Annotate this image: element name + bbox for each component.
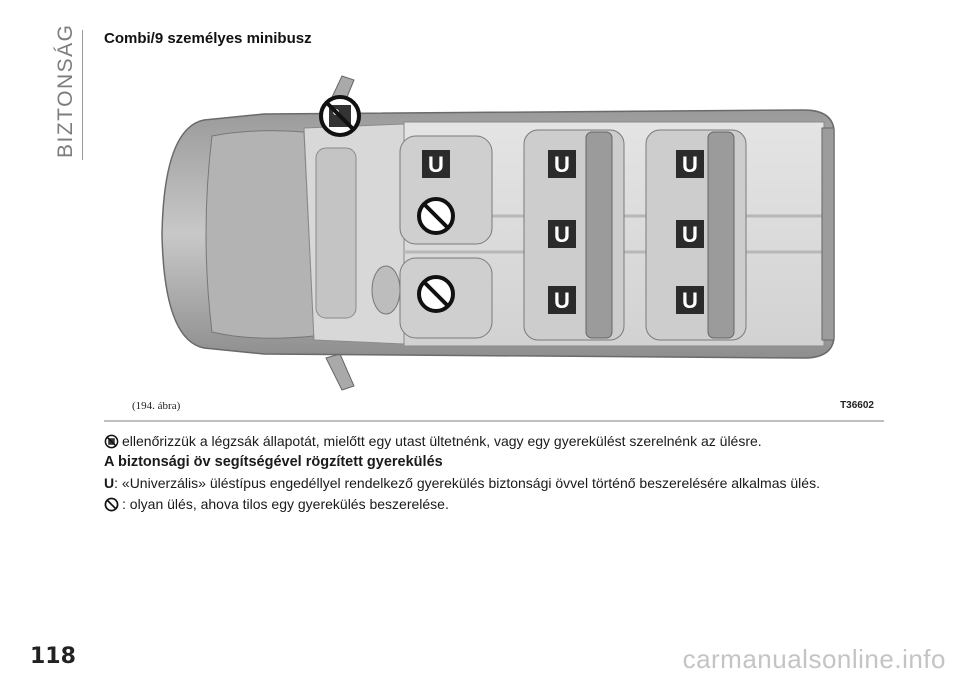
- section-heading: A biztonsági öv segítségével rögzített gyerekülés: [104, 454, 443, 470]
- seat-badge-label: U: [682, 288, 698, 313]
- seat-badge-label: U: [554, 288, 570, 313]
- legend-u-text: : «Univerzális» üléstípus engedéllyel rendelkező gyerekülés biztonsági övvel történő beszerelésére alkalmas ülés.: [114, 475, 820, 491]
- legend-forbidden: [104, 496, 449, 515]
- forbidden-seat-icon: [419, 199, 453, 233]
- airbag-warning-icon: [104, 434, 119, 452]
- seat-badge-label: U: [554, 152, 570, 177]
- watermark-text: carmanualsonline.info: [682, 644, 946, 674]
- windscreen: [206, 131, 314, 339]
- legend-u-symbol: U: [104, 475, 115, 491]
- section-side-tab: [52, 23, 83, 160]
- seat-badge-label: U: [428, 152, 444, 177]
- airbag-warning-icon: [321, 97, 359, 135]
- seating-diagram-figure: [104, 58, 884, 422]
- airbag-note: [104, 433, 762, 452]
- airbag-note-text: ellenőrizzük a légzsák állapotát, mielőtt egy utast ültetnénk, vagy egy gyerekülést szerelnénk az ülésre.: [122, 433, 762, 449]
- seat-badge-label: U: [682, 152, 698, 177]
- universal-seat-badge: [422, 150, 450, 178]
- universal-seat-badge: [548, 286, 576, 314]
- universal-seat-badge: [676, 220, 704, 248]
- figure-code: T36602: [840, 400, 874, 411]
- forbidden-icon: [104, 497, 119, 515]
- universal-seat-badge: [548, 220, 576, 248]
- seat-badge-label: U: [554, 222, 570, 247]
- forbidden-seat-icon: [419, 277, 453, 311]
- page-number: 118: [30, 644, 76, 669]
- page-title: Combi/9 személyes minibusz: [104, 30, 312, 47]
- right-mirror: [326, 354, 354, 390]
- universal-seat-badge: [548, 150, 576, 178]
- universal-seat-badge: [676, 286, 704, 314]
- seat-badge-label: U: [682, 222, 698, 247]
- minibus-top-view: [104, 58, 884, 398]
- section-side-tab-label: BIZTONSÁG: [54, 23, 77, 158]
- figure-caption: (194. ábra): [132, 400, 181, 412]
- legend-forbidden-text: : olyan ülés, ahova tilos egy gyerekülés beszerelése.: [122, 496, 449, 512]
- universal-seat-badge: [676, 150, 704, 178]
- legend-universal: [104, 475, 820, 491]
